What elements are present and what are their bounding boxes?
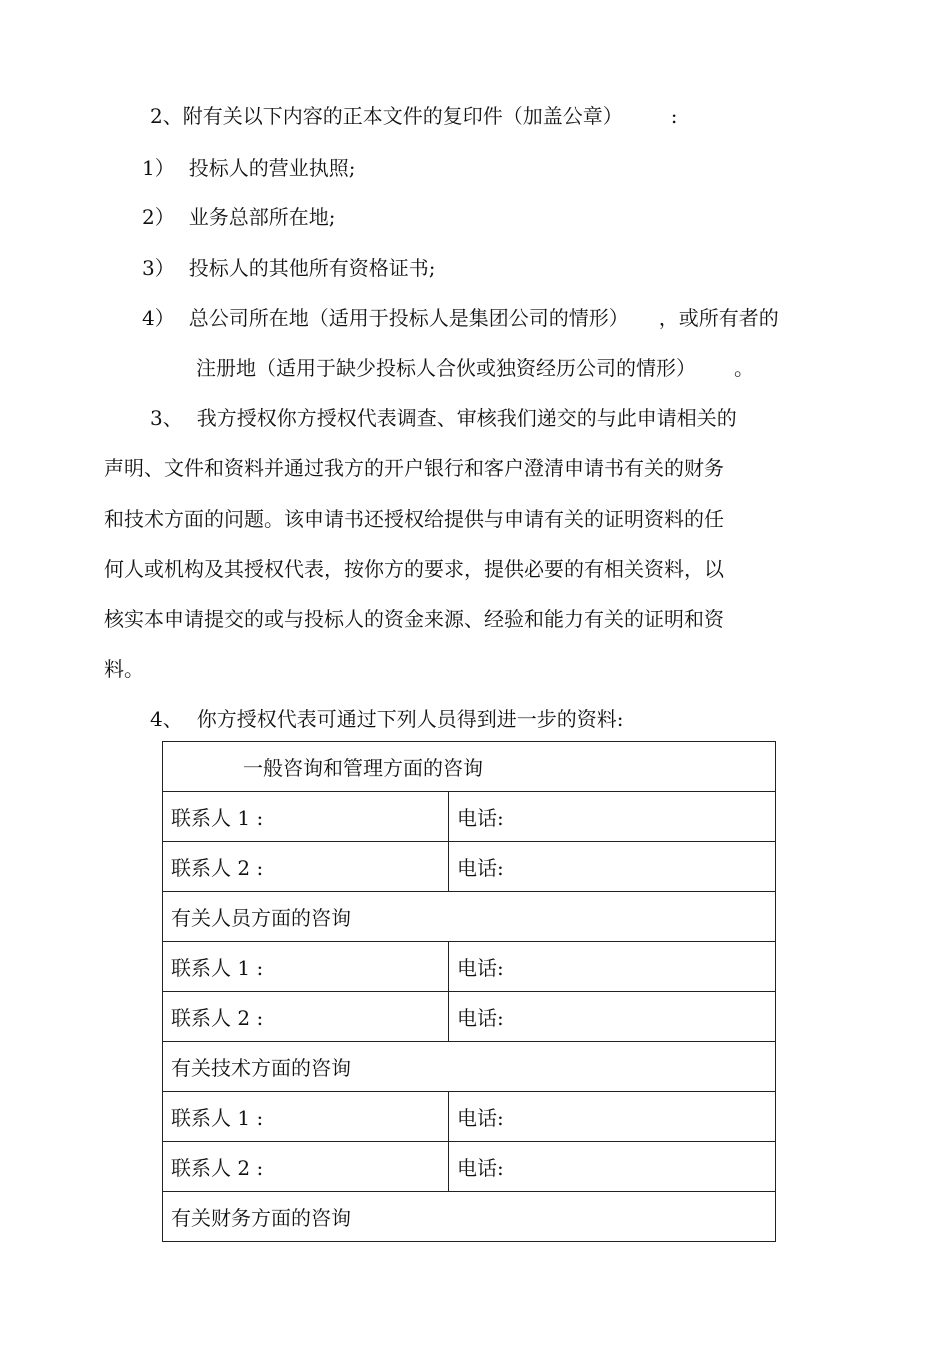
contact-cell: 联系人 2 : bbox=[163, 1142, 449, 1192]
contact-cell: 联系人 1 : bbox=[163, 792, 449, 842]
item2-subitem-2 bbox=[142, 204, 335, 230]
subitem-text: 业务总部所在地; bbox=[188, 205, 336, 229]
section-title-financial: 有关财务方面的咨询 bbox=[163, 1192, 776, 1242]
item2-subitem-3 bbox=[142, 255, 435, 281]
phone-cell: 电话: bbox=[449, 842, 776, 892]
table-row bbox=[163, 992, 776, 1042]
contact-cell: 联系人 1 : bbox=[163, 1092, 449, 1142]
subitem-text: 总公司所在地（适用于投标人是集团公司的情形） bbox=[188, 306, 629, 330]
table-row bbox=[163, 842, 776, 892]
section-title-technical: 有关技术方面的咨询 bbox=[163, 1042, 776, 1092]
contact-cell: 联系人 2 : bbox=[163, 992, 449, 1042]
item2-heading-line bbox=[150, 103, 677, 129]
subitem-number: 4） bbox=[142, 306, 175, 330]
subitem-text: 投标人的其他所有资格证书; bbox=[188, 256, 436, 280]
subitem-number: 2） bbox=[142, 205, 175, 229]
item3-line-2: 声明、文件和资料并通过我方的开户银行和客户澄清申请书有关的财务 bbox=[104, 456, 724, 480]
table-section-row bbox=[163, 892, 776, 942]
contact-cell: 联系人 1 : bbox=[163, 942, 449, 992]
item3-line-1: 我方授权你方授权代表调查、审核我们递交的与此申请相关的 bbox=[196, 406, 737, 430]
contact-cell: 联系人 2 : bbox=[163, 842, 449, 892]
table-row bbox=[163, 942, 776, 992]
table-row bbox=[163, 1142, 776, 1192]
item4-line bbox=[150, 706, 623, 732]
item4-text: 你方授权代表可通过下列人员得到进一步的资料: bbox=[196, 707, 624, 731]
contacts-table bbox=[162, 741, 776, 1242]
section-title-general: 一般咨询和管理方面的咨询 bbox=[163, 742, 776, 792]
table-section-row bbox=[163, 742, 776, 792]
item2-subitem-4-continuation bbox=[196, 355, 754, 381]
item3-line-4: 何人或机构及其授权代表，按你方的要求，提供必要的有相关资料，以 bbox=[104, 557, 724, 581]
item3-line-5: 核实本申请提交的或与投标人的资金来源、经验和能力有关的证明和资 bbox=[104, 607, 724, 631]
phone-cell: 电话: bbox=[449, 992, 776, 1042]
item2-subitem-1 bbox=[142, 155, 355, 181]
item2-colon: : bbox=[670, 104, 678, 128]
subitem-number: 3） bbox=[142, 256, 175, 280]
item3-first-line bbox=[150, 405, 737, 431]
subitem-text-tail: ，或所有者的 bbox=[658, 306, 779, 330]
table-section-row bbox=[163, 1192, 776, 1242]
item3-line-3: 和技术方面的问题。该申请书还授权给提供与申请有关的证明资料的任 bbox=[104, 507, 724, 531]
phone-cell: 电话: bbox=[449, 1142, 776, 1192]
phone-cell: 电话: bbox=[449, 1092, 776, 1142]
table-row bbox=[163, 792, 776, 842]
subitem-text: 投标人的营业执照; bbox=[188, 156, 356, 180]
subitem-cont-end: 。 bbox=[734, 356, 754, 380]
item2-heading: 2、附有关以下内容的正本文件的复印件（加盖公章） bbox=[150, 104, 623, 128]
table-section-row bbox=[163, 1042, 776, 1092]
phone-cell: 电话: bbox=[449, 792, 776, 842]
section-title-personnel: 有关人员方面的咨询 bbox=[163, 892, 776, 942]
subitem-cont-text: 注册地（适用于缺少投标人合伙或独资经历公司的情形） bbox=[196, 356, 696, 380]
item4-number: 4、 bbox=[150, 707, 183, 731]
item2-subitem-4 bbox=[142, 305, 779, 331]
subitem-number: 1） bbox=[142, 156, 175, 180]
item3-line-6: 料。 bbox=[104, 657, 144, 681]
table-row bbox=[163, 1092, 776, 1142]
phone-cell: 电话: bbox=[449, 942, 776, 992]
item3-number: 3、 bbox=[150, 406, 183, 430]
